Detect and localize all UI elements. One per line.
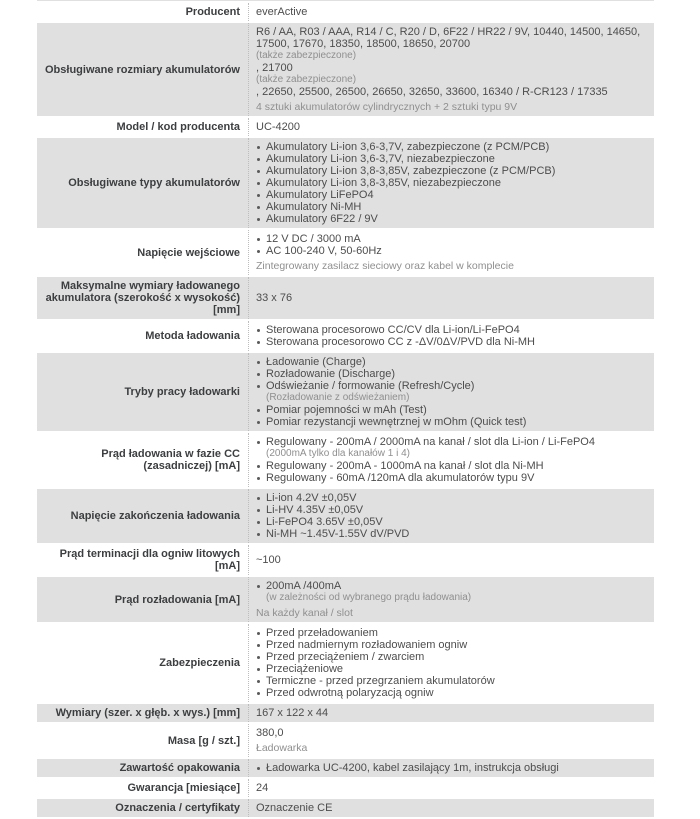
spec-value bbox=[248, 779, 654, 797]
spec-value bbox=[248, 321, 654, 351]
bullet-icon bbox=[257, 170, 260, 173]
line-text bbox=[266, 153, 495, 165]
line-text bbox=[256, 554, 281, 566]
spec-line-bullet bbox=[256, 472, 646, 484]
spec-value bbox=[248, 724, 654, 757]
spec-line-note bbox=[256, 607, 646, 619]
spec-label: Maksymalne wymiary ładowanego akumulatora (szerokość x wysokość) [mm] bbox=[45, 280, 240, 316]
spec-line-bullet bbox=[256, 165, 646, 177]
text-segment: 167 x 122 x 44 bbox=[256, 707, 329, 719]
spec-value bbox=[248, 799, 654, 817]
line-text bbox=[266, 141, 549, 153]
spec-line-bullet bbox=[256, 213, 646, 225]
spec-row bbox=[37, 230, 654, 275]
spec-line-bullet bbox=[256, 245, 646, 257]
line-text bbox=[256, 727, 284, 739]
spec-line-bullet bbox=[256, 651, 646, 663]
bullet-icon bbox=[257, 385, 260, 388]
text-segment: 24 bbox=[256, 782, 269, 794]
text-segment: Akumulatory Li-ion 3,8-3,85V, zabezpieczone (z PCM/PCB) bbox=[266, 165, 556, 177]
spec-line-plain bbox=[256, 6, 646, 18]
text-segment: (Rozładowanie z odświeżaniem) bbox=[266, 392, 410, 403]
spec-value bbox=[248, 138, 654, 228]
line-text bbox=[266, 356, 366, 368]
bullet-icon bbox=[257, 680, 260, 683]
text-segment: Rozładowanie (Discharge) bbox=[266, 368, 396, 380]
text-segment: Ładowanie (Charge) bbox=[266, 356, 366, 368]
bullet-icon bbox=[257, 521, 260, 524]
line-text bbox=[266, 762, 559, 774]
spec-label: Masa [g / szt.] bbox=[167, 734, 240, 747]
spec-value bbox=[248, 118, 654, 136]
line-text bbox=[266, 165, 555, 177]
bullet-icon bbox=[257, 656, 260, 659]
text-segment: Przed nadmiernym rozładowaniem ogniw bbox=[266, 639, 468, 651]
spec-value bbox=[248, 23, 654, 116]
bullet-icon bbox=[257, 497, 260, 500]
spec-label: Model / kod producenta bbox=[116, 121, 240, 133]
spec-row bbox=[37, 704, 654, 722]
spec-line-bullet bbox=[256, 189, 646, 201]
spec-row bbox=[37, 577, 654, 622]
text-segment: 380,0 bbox=[256, 727, 284, 739]
spec-line-plain bbox=[256, 121, 646, 133]
line-text bbox=[266, 675, 495, 687]
text-segment: ~100 bbox=[256, 554, 281, 566]
line-text bbox=[256, 607, 353, 619]
text-segment: Akumulatory 6F22 / 9V bbox=[266, 213, 378, 225]
text-segment: Odświeżanie / formowanie (Refresh/Cycle) bbox=[266, 380, 475, 392]
text-segment: Przed odwrotną polaryzacją ogniw bbox=[266, 687, 434, 699]
spec-label: Napięcie zakończenia ładowania bbox=[70, 510, 240, 522]
text-segment: UC-4200 bbox=[256, 121, 301, 133]
text-segment: Regulowany - 60mA /120mA dla akumulatorów typu 9V bbox=[266, 472, 535, 484]
line-text bbox=[266, 492, 356, 504]
bullet-icon bbox=[257, 194, 260, 197]
spec-label: Tryby pracy ładowarki bbox=[124, 386, 240, 398]
text-segment: Sterowana procesorowo CC/CV dla Li-ion/Li-FePO4 bbox=[266, 324, 520, 336]
text-segment: Li-HV 4.35V ±0,05V bbox=[266, 504, 364, 516]
spec-line-bullet bbox=[256, 580, 646, 604]
spec-row bbox=[37, 3, 654, 21]
spec-line-note bbox=[256, 742, 646, 754]
line-text bbox=[266, 177, 501, 189]
spec-label: Napięcie wejściowe bbox=[137, 246, 240, 259]
spec-row bbox=[37, 545, 654, 575]
bullet-icon bbox=[257, 509, 260, 512]
spec-value bbox=[248, 353, 654, 431]
text-segment: AC 100-240 V, 50-60Hz bbox=[266, 245, 382, 257]
spec-label: Gwarancja [miesiące] bbox=[127, 782, 240, 794]
text-segment: (także zabezpieczone) bbox=[256, 74, 357, 85]
spec-label: Obsługiwane typy akumulatorów bbox=[68, 177, 240, 189]
line-text bbox=[256, 121, 300, 133]
line-text bbox=[256, 742, 307, 754]
bullet-icon bbox=[257, 692, 260, 695]
bullet-icon bbox=[257, 341, 260, 344]
spec-row bbox=[37, 321, 654, 351]
spec-row bbox=[37, 433, 654, 487]
text-segment: Akumulatory LiFePO4 bbox=[266, 189, 374, 201]
spec-label: Metoda ładowania bbox=[145, 330, 240, 342]
spec-label: Prąd terminacji dla ogniw litowych [mA] bbox=[59, 548, 240, 572]
bullet-icon bbox=[257, 250, 260, 253]
bullet-icon bbox=[257, 361, 260, 364]
line-text bbox=[266, 472, 534, 484]
spec-row bbox=[37, 277, 654, 319]
bullet-icon bbox=[257, 182, 260, 185]
spec-line-bullet bbox=[256, 460, 646, 472]
spec-line-bullet bbox=[256, 201, 646, 213]
text-segment: 12 V DC / 3000 mA bbox=[266, 233, 361, 245]
spec-label: Zawartość opakowania bbox=[119, 762, 240, 774]
text-segment: Ładowarka bbox=[256, 742, 308, 754]
spec-line-bullet bbox=[256, 336, 646, 348]
text-segment: Oznaczenie CE bbox=[256, 802, 333, 814]
line-text bbox=[266, 380, 474, 404]
text-segment: Akumulatory Li-ion 3,6-3,7V, zabezpieczone (z PCM/PCB) bbox=[266, 141, 550, 153]
spec-row bbox=[37, 138, 654, 228]
spec-row bbox=[37, 759, 654, 777]
text-segment: Pomiar rezystancji wewnętrznej w mOhm (Quick test) bbox=[266, 416, 527, 428]
line-text bbox=[266, 516, 383, 528]
spec-line-bullet bbox=[256, 528, 646, 540]
line-text bbox=[266, 687, 434, 699]
text-segment: Ładowarka UC-4200, kabel zasilający 1m, instrukcja obsługi bbox=[266, 762, 559, 774]
line-text bbox=[266, 245, 382, 257]
bullet-icon bbox=[257, 373, 260, 376]
spec-line-bullet bbox=[256, 324, 646, 336]
bullet-icon bbox=[257, 409, 260, 412]
line-text bbox=[266, 404, 427, 416]
line-text bbox=[266, 663, 343, 675]
spec-label: Prąd rozładowania [mA] bbox=[114, 593, 240, 606]
line-text bbox=[266, 233, 361, 245]
spec-line-note bbox=[256, 101, 646, 113]
line-text bbox=[256, 707, 328, 719]
text-segment: Przeciążeniowe bbox=[266, 663, 344, 675]
spec-line-bullet bbox=[256, 663, 646, 675]
spec-line-bullet bbox=[256, 762, 646, 774]
spec-line-plain bbox=[256, 802, 646, 814]
spec-label: Oznaczenia / certyfikaty bbox=[115, 802, 240, 814]
bullet-icon bbox=[257, 441, 260, 444]
bullet-icon bbox=[257, 533, 260, 536]
spec-line-bullet bbox=[256, 687, 646, 699]
line-text bbox=[266, 627, 378, 639]
text-segment: Akumulatory Ni-MH bbox=[266, 201, 362, 213]
spec-line-plain bbox=[256, 707, 646, 719]
text-segment: R6 / AA, R03 / AAA, R14 / C, R20 / D, 6F22 / HR22 / 9V, 10440, 14500, 14650, 17500, 17670, 18350, 18500, 18650, 20700 bbox=[256, 26, 641, 50]
bullet-icon bbox=[257, 465, 260, 468]
bullet-icon bbox=[257, 238, 260, 241]
spec-table bbox=[37, 0, 654, 819]
line-text bbox=[266, 336, 535, 348]
text-segment: Termiczne - przed przegrzaniem akumulatorów bbox=[266, 675, 495, 687]
line-text bbox=[266, 651, 424, 663]
spec-row bbox=[37, 779, 654, 797]
spec-line-bullet bbox=[256, 627, 646, 639]
spec-value bbox=[248, 759, 654, 777]
text-segment: (także zabezpieczone) bbox=[256, 50, 357, 61]
spec-label: Wymiary (szer. x głęb. x wys.) [mm] bbox=[55, 707, 240, 719]
text-segment: Akumulatory Li-ion 3,8-3,85V, niezabezpieczone bbox=[266, 177, 502, 189]
spec-row bbox=[37, 353, 654, 431]
spec-label: Obsługiwane rozmiary akumulatorów bbox=[45, 63, 240, 76]
spec-row bbox=[37, 23, 654, 116]
text-segment: 200mA /400mA bbox=[266, 580, 342, 592]
spec-line-bullet bbox=[256, 177, 646, 189]
line-text bbox=[266, 324, 520, 336]
bullet-icon bbox=[257, 421, 260, 424]
spec-line-plain bbox=[256, 727, 646, 739]
bullet-icon bbox=[257, 206, 260, 209]
line-text bbox=[256, 260, 514, 272]
line-text bbox=[256, 782, 268, 794]
text-segment: Przed przeciążeniem / zwarciem bbox=[266, 651, 425, 663]
line-text bbox=[266, 639, 467, 651]
spec-row bbox=[37, 624, 654, 702]
text-segment: Regulowany - 200mA / 2000mA na kanał / slot dla Li-ion / Li-FePO4 bbox=[266, 436, 595, 448]
spec-line-note bbox=[256, 260, 646, 272]
text-segment: (2000mA tylko dla kanałów 1 i 4) bbox=[266, 448, 410, 459]
line-text bbox=[266, 189, 374, 201]
bullet-icon bbox=[257, 644, 260, 647]
bullet-icon bbox=[257, 767, 260, 770]
line-text bbox=[266, 528, 409, 540]
text-segment: Li-ion 4.2V ±0,05V bbox=[266, 492, 357, 504]
spec-value bbox=[248, 489, 654, 543]
line-text bbox=[256, 101, 517, 113]
spec-line-bullet bbox=[256, 675, 646, 687]
text-segment: Zintegrowany zasilacz sieciowy oraz kabel w komplecie bbox=[256, 260, 514, 272]
text-segment: Przed przeładowaniem bbox=[266, 627, 378, 639]
text-segment: (w zależności od wybranego prądu ładowania) bbox=[266, 592, 472, 603]
spec-value bbox=[248, 277, 654, 319]
spec-line-bullet bbox=[256, 368, 646, 380]
text-segment: Li-FePO4 3.65V ±0,05V bbox=[266, 516, 383, 528]
spec-label: Producent bbox=[185, 6, 240, 18]
line-text bbox=[266, 416, 526, 428]
text-segment: Sterowana procesorowo CC z -ΔV/0ΔV/PVD dla Ni-MH bbox=[266, 336, 536, 348]
spec-value bbox=[248, 577, 654, 622]
text-segment: everActive bbox=[256, 6, 308, 18]
spec-row bbox=[37, 118, 654, 136]
line-text bbox=[256, 6, 307, 18]
text-segment: , 22650, 25500, 26500, 26650, 32650, 33600, 16340 / R-CR123 / 17335 bbox=[256, 86, 608, 98]
bullet-icon bbox=[257, 146, 260, 149]
bullet-icon bbox=[257, 158, 260, 161]
spec-line-bullet bbox=[256, 504, 646, 516]
spec-row bbox=[37, 799, 654, 817]
spec-line-bullet bbox=[256, 380, 646, 404]
line-text bbox=[256, 292, 292, 304]
spec-line-bullet bbox=[256, 516, 646, 528]
line-text bbox=[256, 802, 332, 814]
line-text bbox=[256, 26, 646, 98]
bullet-icon bbox=[257, 329, 260, 332]
spec-row bbox=[37, 724, 654, 757]
spec-line-bullet bbox=[256, 141, 646, 153]
text-segment: Akumulatory Li-ion 3,6-3,7V, niezabezpieczone bbox=[266, 153, 495, 165]
text-segment: Pomiar pojemności w mAh (Test) bbox=[266, 404, 427, 416]
spec-value bbox=[248, 3, 654, 21]
spec-label: Prąd ładowania w fazie CC (zasadniczej) [mA] bbox=[101, 448, 240, 472]
line-text bbox=[266, 213, 378, 225]
spec-label: Zabezpieczenia bbox=[159, 657, 240, 669]
spec-value bbox=[248, 545, 654, 575]
bullet-icon bbox=[257, 632, 260, 635]
text-segment: , 21700 bbox=[256, 62, 293, 74]
spec-line-plain bbox=[256, 782, 646, 794]
bullet-icon bbox=[257, 218, 260, 221]
spec-line-plain bbox=[256, 292, 646, 304]
text-segment: 4 sztuki akumulatorów cylindrycznych + 2 sztuki typu 9V bbox=[256, 101, 518, 113]
bullet-icon bbox=[257, 585, 260, 588]
spec-line-bullet bbox=[256, 233, 646, 245]
spec-value bbox=[248, 433, 654, 487]
text-segment: Ni-MH ~1.45V-1.55V dV/PVD bbox=[266, 528, 410, 540]
spec-line-bullet bbox=[256, 153, 646, 165]
spec-line-plain bbox=[256, 26, 646, 98]
text-segment: Na każdy kanał / slot bbox=[256, 607, 353, 619]
spec-value bbox=[248, 624, 654, 702]
spec-line-bullet bbox=[256, 416, 646, 428]
bullet-icon bbox=[257, 477, 260, 480]
line-text bbox=[266, 201, 361, 213]
spec-value bbox=[248, 230, 654, 275]
spec-line-bullet bbox=[256, 492, 646, 504]
line-text bbox=[266, 580, 471, 604]
spec-value bbox=[248, 704, 654, 722]
line-text bbox=[266, 436, 595, 460]
line-text bbox=[266, 460, 544, 472]
spec-line-bullet bbox=[256, 356, 646, 368]
bullet-icon bbox=[257, 668, 260, 671]
line-text bbox=[266, 368, 395, 380]
text-segment: 33 x 76 bbox=[256, 292, 293, 304]
spec-line-bullet bbox=[256, 404, 646, 416]
spec-line-bullet bbox=[256, 639, 646, 651]
line-text bbox=[266, 504, 363, 516]
spec-line-bullet bbox=[256, 436, 646, 460]
text-segment: Regulowany - 200mA - 1000mA na kanał / slot dla Ni-MH bbox=[266, 460, 544, 472]
table-top-divider bbox=[37, 0, 654, 1]
spec-row bbox=[37, 489, 654, 543]
spec-line-plain bbox=[256, 554, 646, 566]
